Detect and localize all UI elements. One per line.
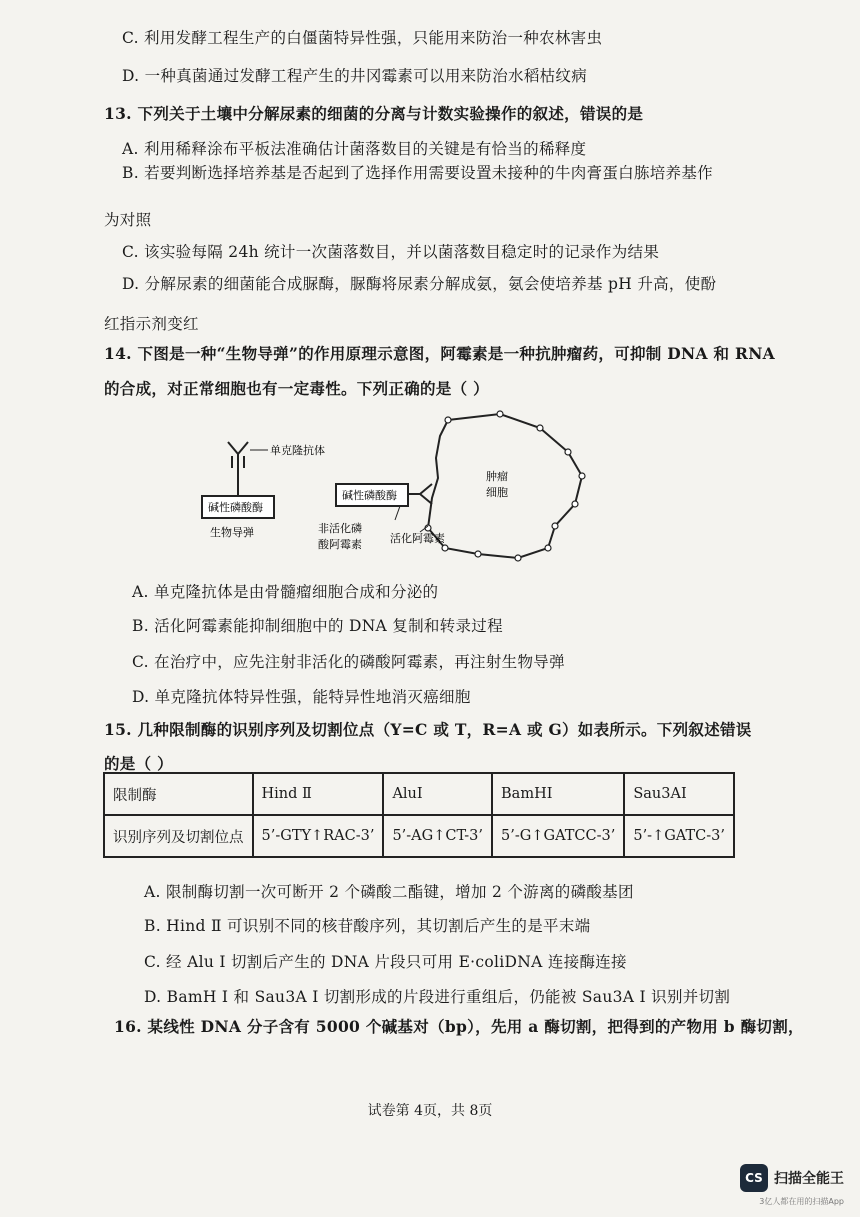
watermark-name: 扫描全能王 xyxy=(774,1171,844,1187)
antibody-icon-right xyxy=(408,484,432,504)
table-cell: 5’-GTY↑RAC-3’ xyxy=(253,815,384,857)
tumor-label-1: 肿瘤 xyxy=(486,470,508,483)
camscanner-logo-icon: CS xyxy=(740,1164,768,1192)
question-15-line2: 的是（ ） xyxy=(104,754,173,773)
option-15a: A. 限制酶切割一次可断开 2 个磷酸二酯键，增加 2 个游离的磷酸基团 xyxy=(144,883,634,901)
option-13b-line1: B. 若要判断选择培养基是否起到了选择作用需要设置未接种的牛肉膏蛋白胨培养基作 xyxy=(122,164,713,182)
enzyme-label-left: 碱性磷酸酶 xyxy=(208,501,263,514)
table-cell: 限制酶 xyxy=(104,773,253,815)
restriction-enzyme-table xyxy=(103,772,735,858)
option-13d-line1: D. 分解尿素的细菌能合成脲酶，脲酶将尿素分解成氨，氨会使培养基 pH 升高，使酚 xyxy=(122,275,717,293)
tumor-label-2: 细胞 xyxy=(486,486,508,499)
option-14a: A. 单克隆抗体是由骨髓瘤细胞合成和分泌的 xyxy=(132,583,439,601)
question-13: 13. 下列关于土壤中分解尿素的细菌的分离与计数实验操作的叙述，错误的是 xyxy=(104,104,644,123)
option-15b: B. Hind Ⅱ 可识别不同的核苷酸序列，其切割后产生的是平末端 xyxy=(144,917,591,935)
option-13b-line2: 为对照 xyxy=(104,211,152,229)
option-14d: D. 单克隆抗体特异性强，能特异性地消灭癌细胞 xyxy=(132,688,471,706)
table-cell: 5’-↑GATC-3’ xyxy=(624,815,734,857)
biological-missile-diagram xyxy=(200,408,600,568)
question-14-line2: 的合成，对正常细胞也有一定毒性。下列正确的是（ ） xyxy=(104,379,489,398)
scanner-watermark xyxy=(740,1164,844,1192)
page-footer: 试卷第 4页，共 8页 xyxy=(367,1103,493,1119)
option-13d-line2: 红指示剂变红 xyxy=(104,315,199,333)
option-15d: D. BamH Ⅰ 和 Sau3A Ⅰ 切割形成的片段进行重组后，仍能被 Sau3A Ⅰ 识别并切割 xyxy=(144,988,731,1006)
inactive-label-1: 非活化磷 xyxy=(318,522,362,535)
question-15-line1: 15. 几种限制酶的识别序列及切割位点（Y=C 或 T，R=A 或 G）如表所示。下列叙述错误 xyxy=(104,720,752,739)
table-cell: 识别序列及切割位点 xyxy=(104,815,253,857)
option-12c: C. 利用发酵工程生产的白僵菌特异性强，只能用来防治一种农林害虫 xyxy=(122,29,603,47)
option-13a: A. 利用稀释涂布平板法准确估计菌落数目的关键是有恰当的稀释度 xyxy=(122,140,587,158)
table-cell: AluI xyxy=(383,773,492,815)
table-cell: 5’-G↑GATCC-3’ xyxy=(492,815,624,857)
option-12d: D. 一种真菌通过发酵工程产生的井冈霉素可以用来防治水稻枯纹病 xyxy=(122,67,588,85)
inactive-label-2: 酸阿霉素 xyxy=(318,538,362,551)
active-label: 活化阿霉素 xyxy=(390,532,445,545)
table-cell: BamHI xyxy=(492,773,624,815)
missile-label: 生物导弹 xyxy=(210,526,254,539)
table-cell: Sau3AI xyxy=(624,773,734,815)
option-13c: C. 该实验每隔 24h 统计一次菌落数目，并以菌落数目稳定时的记录作为结果 xyxy=(122,243,660,261)
question-16: 16. 某线性 DNA 分子含有 5000 个碱基对（bp），先用 a 酶切割，把得到的产物用 b 酶切割， xyxy=(114,1017,804,1036)
table-row xyxy=(104,815,734,857)
enzyme-label-right: 碱性磷酸酶 xyxy=(342,489,397,502)
table-row xyxy=(104,773,734,815)
question-14-line1: 14. 下图是一种“生物导弹”的作用原理示意图，阿霉素是一种抗肿瘤药，可抑制 DNA 和 RNA xyxy=(104,344,775,363)
table-cell: Hind Ⅱ xyxy=(253,773,384,815)
option-14c: C. 在治疗中，应先注射非活化的磷酸阿霉素，再注射生物导弹 xyxy=(132,653,565,671)
antibody-icon-left xyxy=(228,442,248,468)
table-cell: 5’-AG↑CT-3’ xyxy=(383,815,492,857)
option-15c: C. 经 Alu Ⅰ 切割后产生的 DNA 片段只可用 E·coliDNA 连接酶连接 xyxy=(144,953,627,971)
option-14b: B. 活化阿霉素能抑制细胞中的 DNA 复制和转录过程 xyxy=(132,617,503,635)
watermark-subtitle: 3亿人都在用的扫描App xyxy=(759,1197,844,1206)
antibody-label: 单克隆抗体 xyxy=(270,444,325,457)
